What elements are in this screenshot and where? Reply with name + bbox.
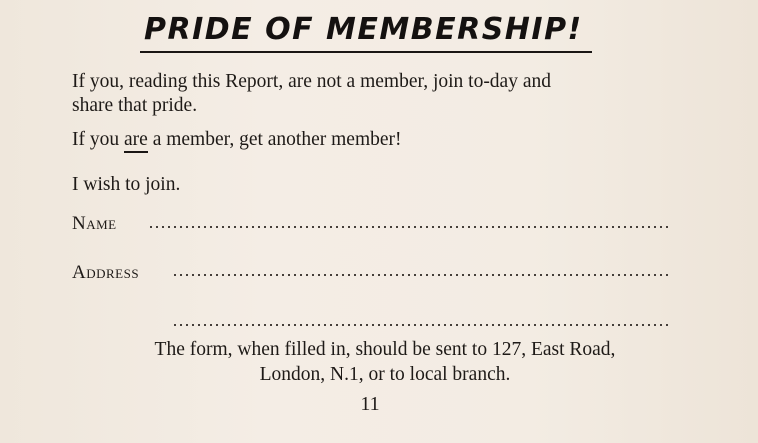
name-label: Name: [72, 213, 117, 234]
page-number: 11: [360, 393, 380, 415]
intro-line-2: share that pride.: [72, 95, 198, 116]
intro-paragraph: [72, 70, 551, 118]
appeal-emphasis: are: [124, 130, 148, 153]
title-underline: [140, 51, 592, 53]
name-field[interactable]: [148, 226, 668, 228]
page-title: PRIDE OF MEMBERSHIP!: [144, 12, 583, 47]
submission-instructions: [60, 337, 710, 387]
intro-line-1: If you, reading this Report, are not a member, join to-day and: [72, 71, 551, 92]
address-field-line-2[interactable]: [172, 324, 668, 326]
join-statement: I wish to join.: [72, 174, 181, 195]
instructions-line-1: The form, when filled in, should be sent to 127, East Road,: [154, 339, 616, 360]
appeal-prefix: If you: [72, 129, 124, 150]
appeal-suffix: a member, get another member!: [147, 129, 402, 150]
appeal-paragraph: [72, 128, 402, 153]
address-field-line-1[interactable]: [172, 274, 668, 276]
address-label: Address: [72, 262, 140, 283]
instructions-line-2: London, N.1, or to local branch.: [259, 364, 511, 385]
